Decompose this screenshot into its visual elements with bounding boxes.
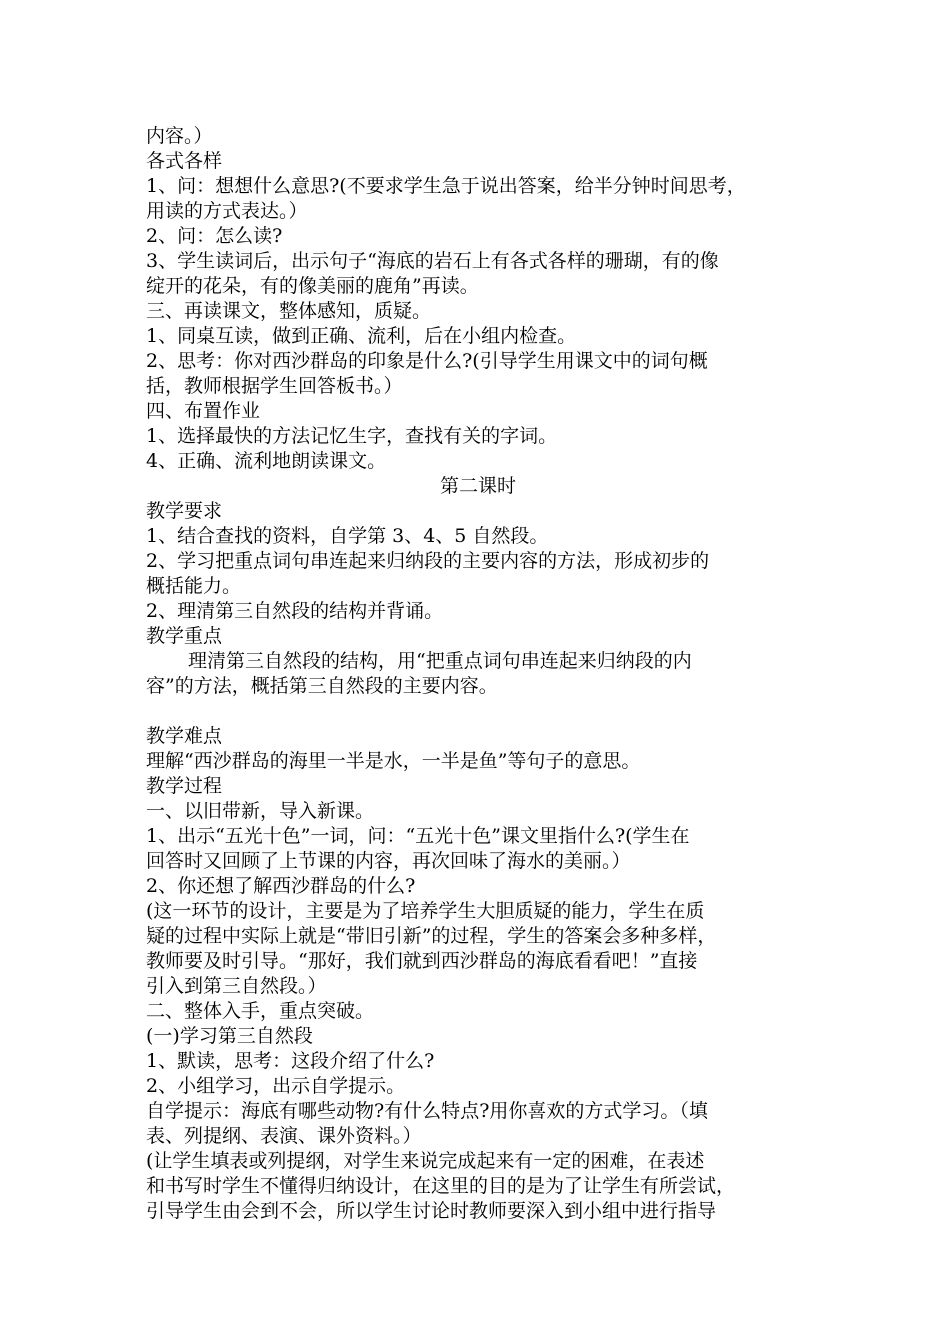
text-line: 教师要及时引导。“那好，我们就到西沙群岛的海底看看吧！”直接 — [146, 950, 698, 972]
text-line: 2、理清第三自然段的结构并背诵。 — [146, 600, 444, 622]
text-line: 回答时又回顾了上节课的内容，再次回味了海水的美丽。） — [146, 850, 631, 872]
document-page — [146, 124, 810, 1224]
text-line: 引入到第三自然段。） — [146, 975, 327, 997]
text-line: 1、出示“五光十色”一词，问：“五光十色”课文里指什么?(学生在 — [146, 825, 690, 847]
text-line: 1、选择最快的方法记忆生字，查找有关的字词。 — [146, 425, 558, 447]
text-line: 1、结合查找的资料，自学第 3、4、5 自然段。 — [146, 525, 549, 547]
lesson-title: 第二课时 — [439, 475, 516, 497]
text-line: 2、学习把重点词句串连起来归纳段的主要内容的方法，形成初步的 — [146, 550, 710, 572]
text-line: 1、问：想想什么意思?(不要求学生急于说出答案，给半分钟时间思考， — [146, 175, 746, 197]
text-line: 容”的方法，概括第三自然段的主要内容。 — [146, 675, 498, 697]
text-line: (一)学习第三自然段 — [146, 1025, 313, 1047]
text-line: 2、你还想了解西沙群岛的什么? — [146, 875, 416, 897]
section-heading: 教学过程 — [146, 775, 223, 797]
text-line: 引导学生由会到不会，所以学生讨论时教师要深入到小组中进行指导 — [146, 1200, 717, 1222]
text-line: (这一环节的设计，主要是为了培养学生大胆质疑的能力，学生在质 — [146, 900, 705, 922]
section-heading: 教学重点 — [146, 625, 223, 647]
text-line: 和书写时学生不懂得归纳设计，在这里的目的是为了让学生有所尝试， — [146, 1175, 736, 1197]
section-heading: 三、再读课文，整体感知，质疑。 — [146, 300, 432, 322]
text-line: 2、思考：你对西沙群岛的印象是什么?(引导学生用课文中的词句概 — [146, 350, 708, 372]
text-line: 2、问：怎么读? — [146, 225, 283, 247]
text-line: 1、默读，思考：这段介绍了什么? — [146, 1050, 435, 1072]
text-line: 4、正确、流利地朗读课文。 — [146, 450, 387, 472]
section-heading: 教学要求 — [146, 500, 223, 522]
section-heading: 各式各样 — [146, 150, 223, 172]
section-heading: 教学难点 — [146, 725, 223, 747]
text-line: 二、整体入手，重点突破。 — [146, 1000, 375, 1022]
text-line: 表、列提纲、表演、课外资料。） — [146, 1125, 422, 1147]
text-line: 疑的过程中实际上就是“带旧引新”的过程，学生的答案会多种多样， — [146, 925, 717, 947]
text-line: 1、同桌互读，做到正确、流利，后在小组内检查。 — [146, 325, 577, 347]
section-heading: 四、布置作业 — [146, 400, 261, 422]
text-line: 3、学生读词后，出示句子“海底的岩石上有各式各样的珊瑚，有的像 — [146, 250, 719, 272]
text-line: (让学生填表或列提纲，对学生来说完成起来有一定的困难，在表述 — [146, 1150, 705, 1172]
text-line: 理解“西沙群岛的海里一半是水，一半是鱼”等句子的意思。 — [146, 750, 641, 772]
text-line: 理清第三自然段的结构，用“把重点词句串连起来归纳段的内 — [188, 650, 692, 672]
text-line: 内容。） — [146, 125, 213, 147]
text-line: 2、小组学习，出示自学提示。 — [146, 1075, 406, 1097]
text-line: 绽开的花朵，有的像美丽的鹿角”再读。 — [146, 275, 479, 297]
text-line: 括，教师根据学生回答板书。） — [146, 375, 403, 397]
text-line: 自学提示：海底有哪些动物?有什么特点?用你喜欢的方式学习。（填 — [146, 1100, 708, 1122]
text-line: 一、以旧带新，导入新课。 — [146, 800, 375, 822]
text-line: 用读的方式表达。） — [146, 200, 308, 222]
text-line: 概括能力。 — [146, 575, 242, 597]
blank-line — [146, 699, 810, 724]
